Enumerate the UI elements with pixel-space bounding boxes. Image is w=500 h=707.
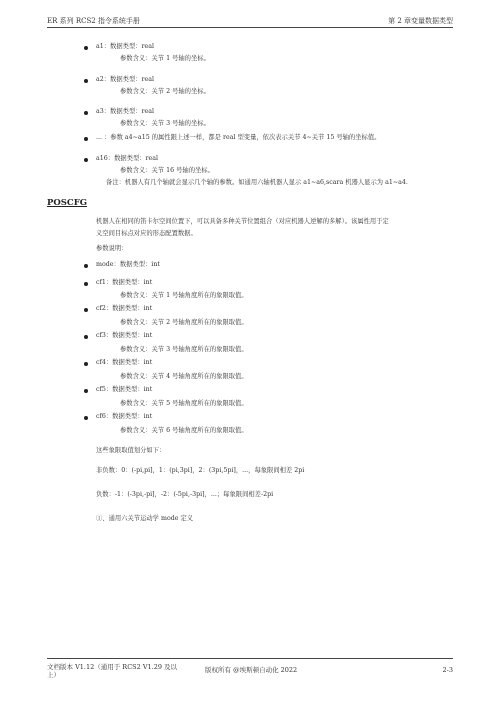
note-text: 备注：机器人有几个轴就会显示几个轴的参数。如通用六轴机器人显示 a1~a6,scara 机器人显示为 a1~a4.: [106, 179, 408, 186]
header-manual-title: ER 系列 RCS2 指令系统手册: [47, 17, 140, 25]
bullet-icon: [84, 389, 88, 393]
section-title: POSCFG: [47, 198, 87, 208]
list-item: a16：数据类型：real: [96, 155, 159, 162]
list-item-detail: 参数含义：关节 2 号轴的坐标。: [120, 88, 210, 95]
footer-copyright: 版权所有 @埃斯顿自动化 2022: [205, 666, 298, 674]
bullet-icon: [84, 46, 88, 50]
list-item-detail: 参数含义：关节 2 号轴角度所在的象限取值。: [120, 319, 248, 326]
footer-divider: [47, 658, 453, 659]
list-item: cf5：数据类型：int: [96, 386, 153, 393]
bullet-icon: [84, 362, 88, 366]
page-header: [47, 14, 453, 28]
list-item-detail: 参数含义：关节 6 号轴角度所在的象限取值。: [120, 427, 248, 434]
mode-definition-heading: ①、通用六关节运动学 mode 定义: [96, 515, 194, 522]
list-item-detail: 参数含义：关节 1 号轴角度所在的象限取值。: [120, 292, 248, 299]
bullet-icon: [84, 282, 88, 286]
list-item: cf2：数据类型：int: [96, 305, 153, 312]
bullet-icon: [84, 264, 88, 268]
header-chapter-title: 第 2 章变量数据类型: [388, 17, 453, 25]
bullet-icon: [84, 335, 88, 339]
list-item: cf4：数据类型：int: [96, 359, 153, 366]
list-item: a3：数据类型：real: [96, 108, 155, 115]
bullet-icon: [84, 79, 88, 83]
footer-doc-version: [47, 663, 177, 679]
list-item-detail: 参数含义：关节 1 号轴的坐标。: [120, 55, 210, 62]
bullet-icon: [84, 111, 88, 115]
list-item: cf3：数据类型：int: [96, 332, 153, 339]
bullet-icon: [84, 158, 88, 162]
params-label: 参数说明：: [96, 245, 128, 252]
positive-quadrants: 非负数：0：(-pi,pi]，1：(pi,3pi]，2：(3pi,5pi]，...，每象限间相差 2pi: [96, 467, 305, 474]
list-item: a2：数据类型：real: [96, 76, 155, 83]
list-item: ... ：参数 a4~a15 的属性跟上述一样，都是 real 型变量，依次表示关节 4~关节 15 号轴的坐标值。: [96, 134, 381, 141]
list-item-detail: 参数含义：关节 4 号轴角度所在的象限取值。: [120, 373, 248, 380]
list-item: a1：数据类型：real: [96, 43, 155, 50]
bullet-icon: [84, 416, 88, 420]
quadrant-intro: 这些象限取值划分如下：: [96, 447, 166, 454]
footer-page-number: 2-3: [442, 666, 453, 674]
negative-quadrants: 负数：-1：(-3pi,-pi]，-2：(-5pi,-3pi]，...；每象限间相差-2pi: [96, 491, 274, 498]
list-item-detail: 参数含义：关节 3 号轴角度所在的象限取值。: [120, 346, 248, 353]
list-item-detail: 参数含义：关节 3 号轴的坐标。: [120, 120, 210, 127]
list-item-detail: 参数含义：关节 16 号轴的坐标。: [120, 167, 214, 174]
list-item-detail: 参数含义：关节 5 号轴角度所在的象限取值。: [120, 400, 248, 407]
intro-text: 义空间目标点对应的形态配置数据。: [96, 230, 197, 237]
bullet-icon: [84, 308, 88, 312]
bullet-icon: [84, 137, 88, 141]
list-item: cf1：数据类型：int: [96, 279, 153, 286]
header-divider: [47, 27, 453, 28]
list-item: cf6：数据类型：int: [96, 413, 153, 420]
list-item: mode：数据类型：int: [96, 261, 160, 268]
footer-version-line: 上）: [47, 671, 60, 679]
intro-text: 机器人在相同的笛卡尔空间位置下，可以具备多种关节位置组合（对应机器人逆解的多解）。该属性用于定: [96, 218, 389, 225]
footer-version-line: 文档版本 V1.12（通用于 RCS2 V1.29 及以: [47, 663, 178, 671]
